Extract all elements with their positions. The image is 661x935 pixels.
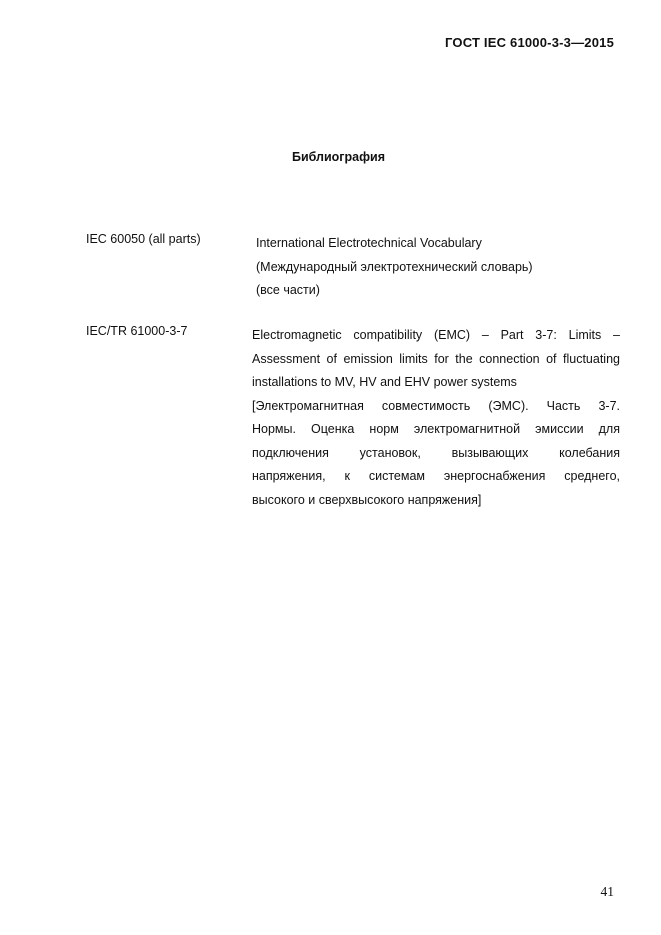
standard-code-header: ГОСТ IEC 61000-3-3—2015 [445,35,614,50]
description-line: International Electrotechnical Vocabulary [256,236,482,250]
description-line: высокого и сверхвысокого напряжения] [252,492,482,507]
description-line: [Электромагнитная совместимость (ЭМС). Часть 3-7. [252,398,620,413]
description-line: (Международный электротехнический словарь) [256,259,533,274]
page-number: 41 [600,884,614,899]
description-line: (все части) [256,283,320,297]
description-line: Нормы. Оценка норм электромагнитной эмиссии для [252,422,620,436]
description-line: Electromagnetic compatibility (EMC) – Part 3-7: Limits – [252,328,620,342]
description-line: installations to MV, HV and EHV power systems [252,375,517,389]
entry-description [256,232,620,303]
description-line: напряжения, к системам энергоснабжения среднего, [252,469,620,483]
entry-designation: IEC/TR 61000-3-7 [86,324,188,338]
description-line: подключения установок, вызывающих колебания [252,445,620,460]
entry-description [252,324,620,512]
entry-designation: IEC 60050 (all parts) [86,232,201,246]
bibliography-title: Библиография [291,150,386,164]
description-line: Assessment of emission limits for the connection of fluctuating [252,351,620,366]
